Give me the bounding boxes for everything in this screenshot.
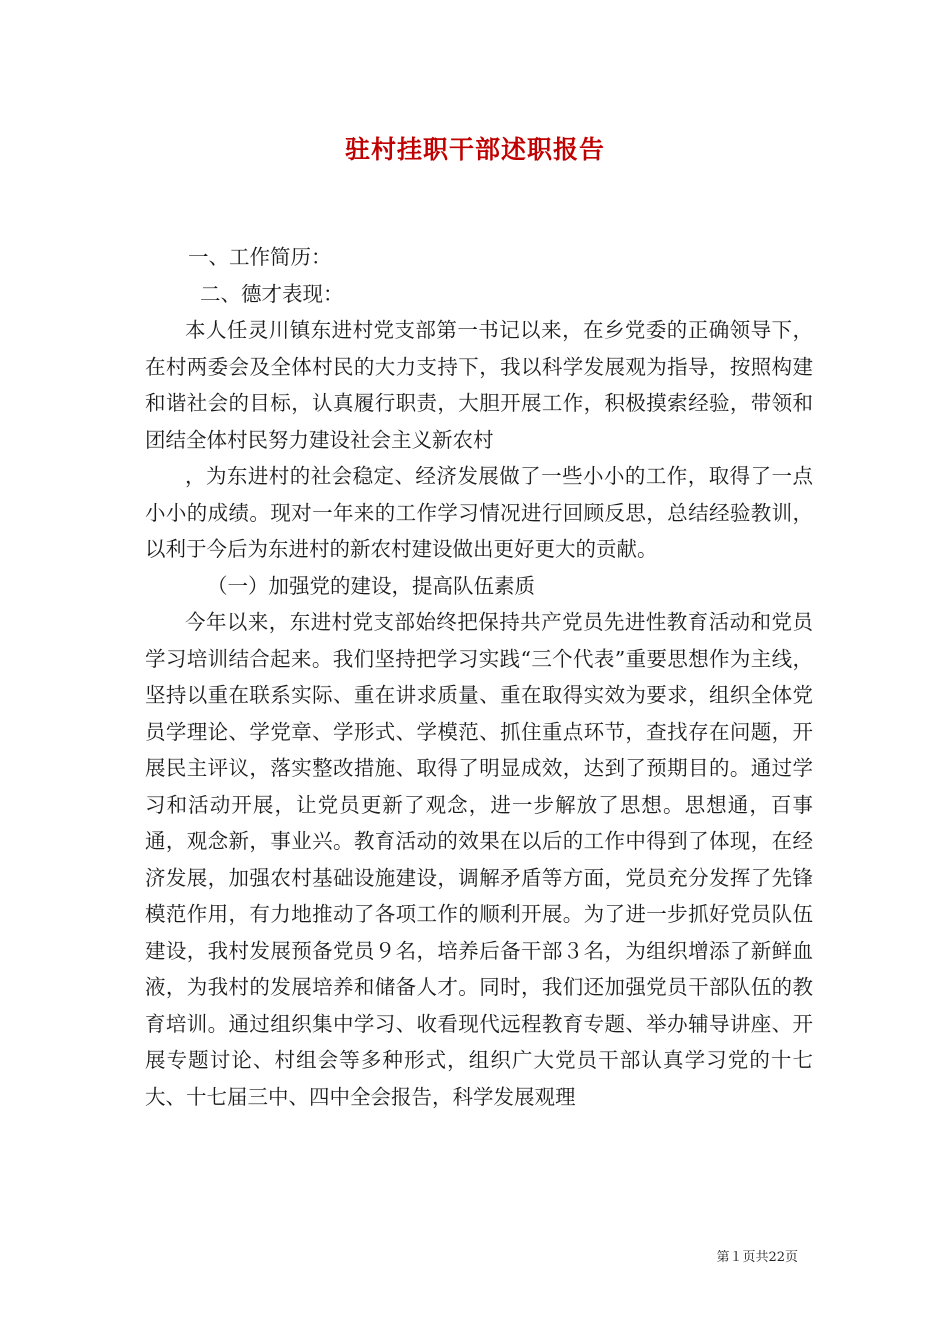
paragraph-intro-continued: ，为东进村的社会稳定、经济发展做了一些小小的工作，取得了一点小小的成绩。现对一年来的工作学习情况进行回顾反思，总结经验教训，以利于今后为东进村的新农村建设做出更好更大的贡献。 xyxy=(145,464,813,561)
subheading-party-building: （一）加强党的建设，提高队伍素质 xyxy=(207,573,535,598)
heading-work-history: 一、工作简历： xyxy=(188,245,332,269)
page-number: 第１页共22页 xyxy=(716,1250,798,1265)
document-body xyxy=(145,239,813,1115)
document-title: 驻村挂职干部述职报告 xyxy=(344,135,605,164)
paragraph-intro: 本人任灵川镇东进村党支部第一书记以来，在乡党委的正确领导下，在村两委会及全体村民的大力支持下，我以科学发展观为指导，按照构建和谐社会的目标，认真履行职责，大胆开展工作，积极摸索经验，带领和团结全体村民努力建设社会主义新农村 xyxy=(145,318,813,452)
heading-performance: 二、德才表现： xyxy=(200,281,344,306)
paragraph-party-building: 今年以来，东进村党支部始终把保持共产党员先进性教育活动和党员学习培训结合起来。我们坚持把学习实践“三个代表”重要思想作为主线，坚持以重在联系实际、重在讲求质量、重在取得实效为要求，组织全体党员学理论、学党章、学形式、学模范、抓住重点环节，查找存在问题，开展民主评议，落实整改措施、取得了明显成效，达到了预期目的。通过学习和活动开展，让党员更新了观念，进一步解放了思想。思想通，百事通，观念新，事业兴。教育活动的效果在以后的工作中得到了体现，在经济发展，加强农村基础设施建设，调解矛盾等方面，党员充分发挥了先锋模范作用，有力地推动了各项工作的顺利开展。为了进一步抓好党员队伍建设，我村发展预备党员９名，培养后备干部３名，为组织增添了新鲜血液，为我村的发展培养和储备人才。同时，我们还加强党员干部队伍的教育培训。通过组织集中学习、收看现代远程教育专题、举办辅导讲座、开展专题讨论、村组会等多种形式，组织广大党员干部认真学习党的十七大、十七届三中、四中全会报告，科学发展观理 xyxy=(145,610,813,1109)
